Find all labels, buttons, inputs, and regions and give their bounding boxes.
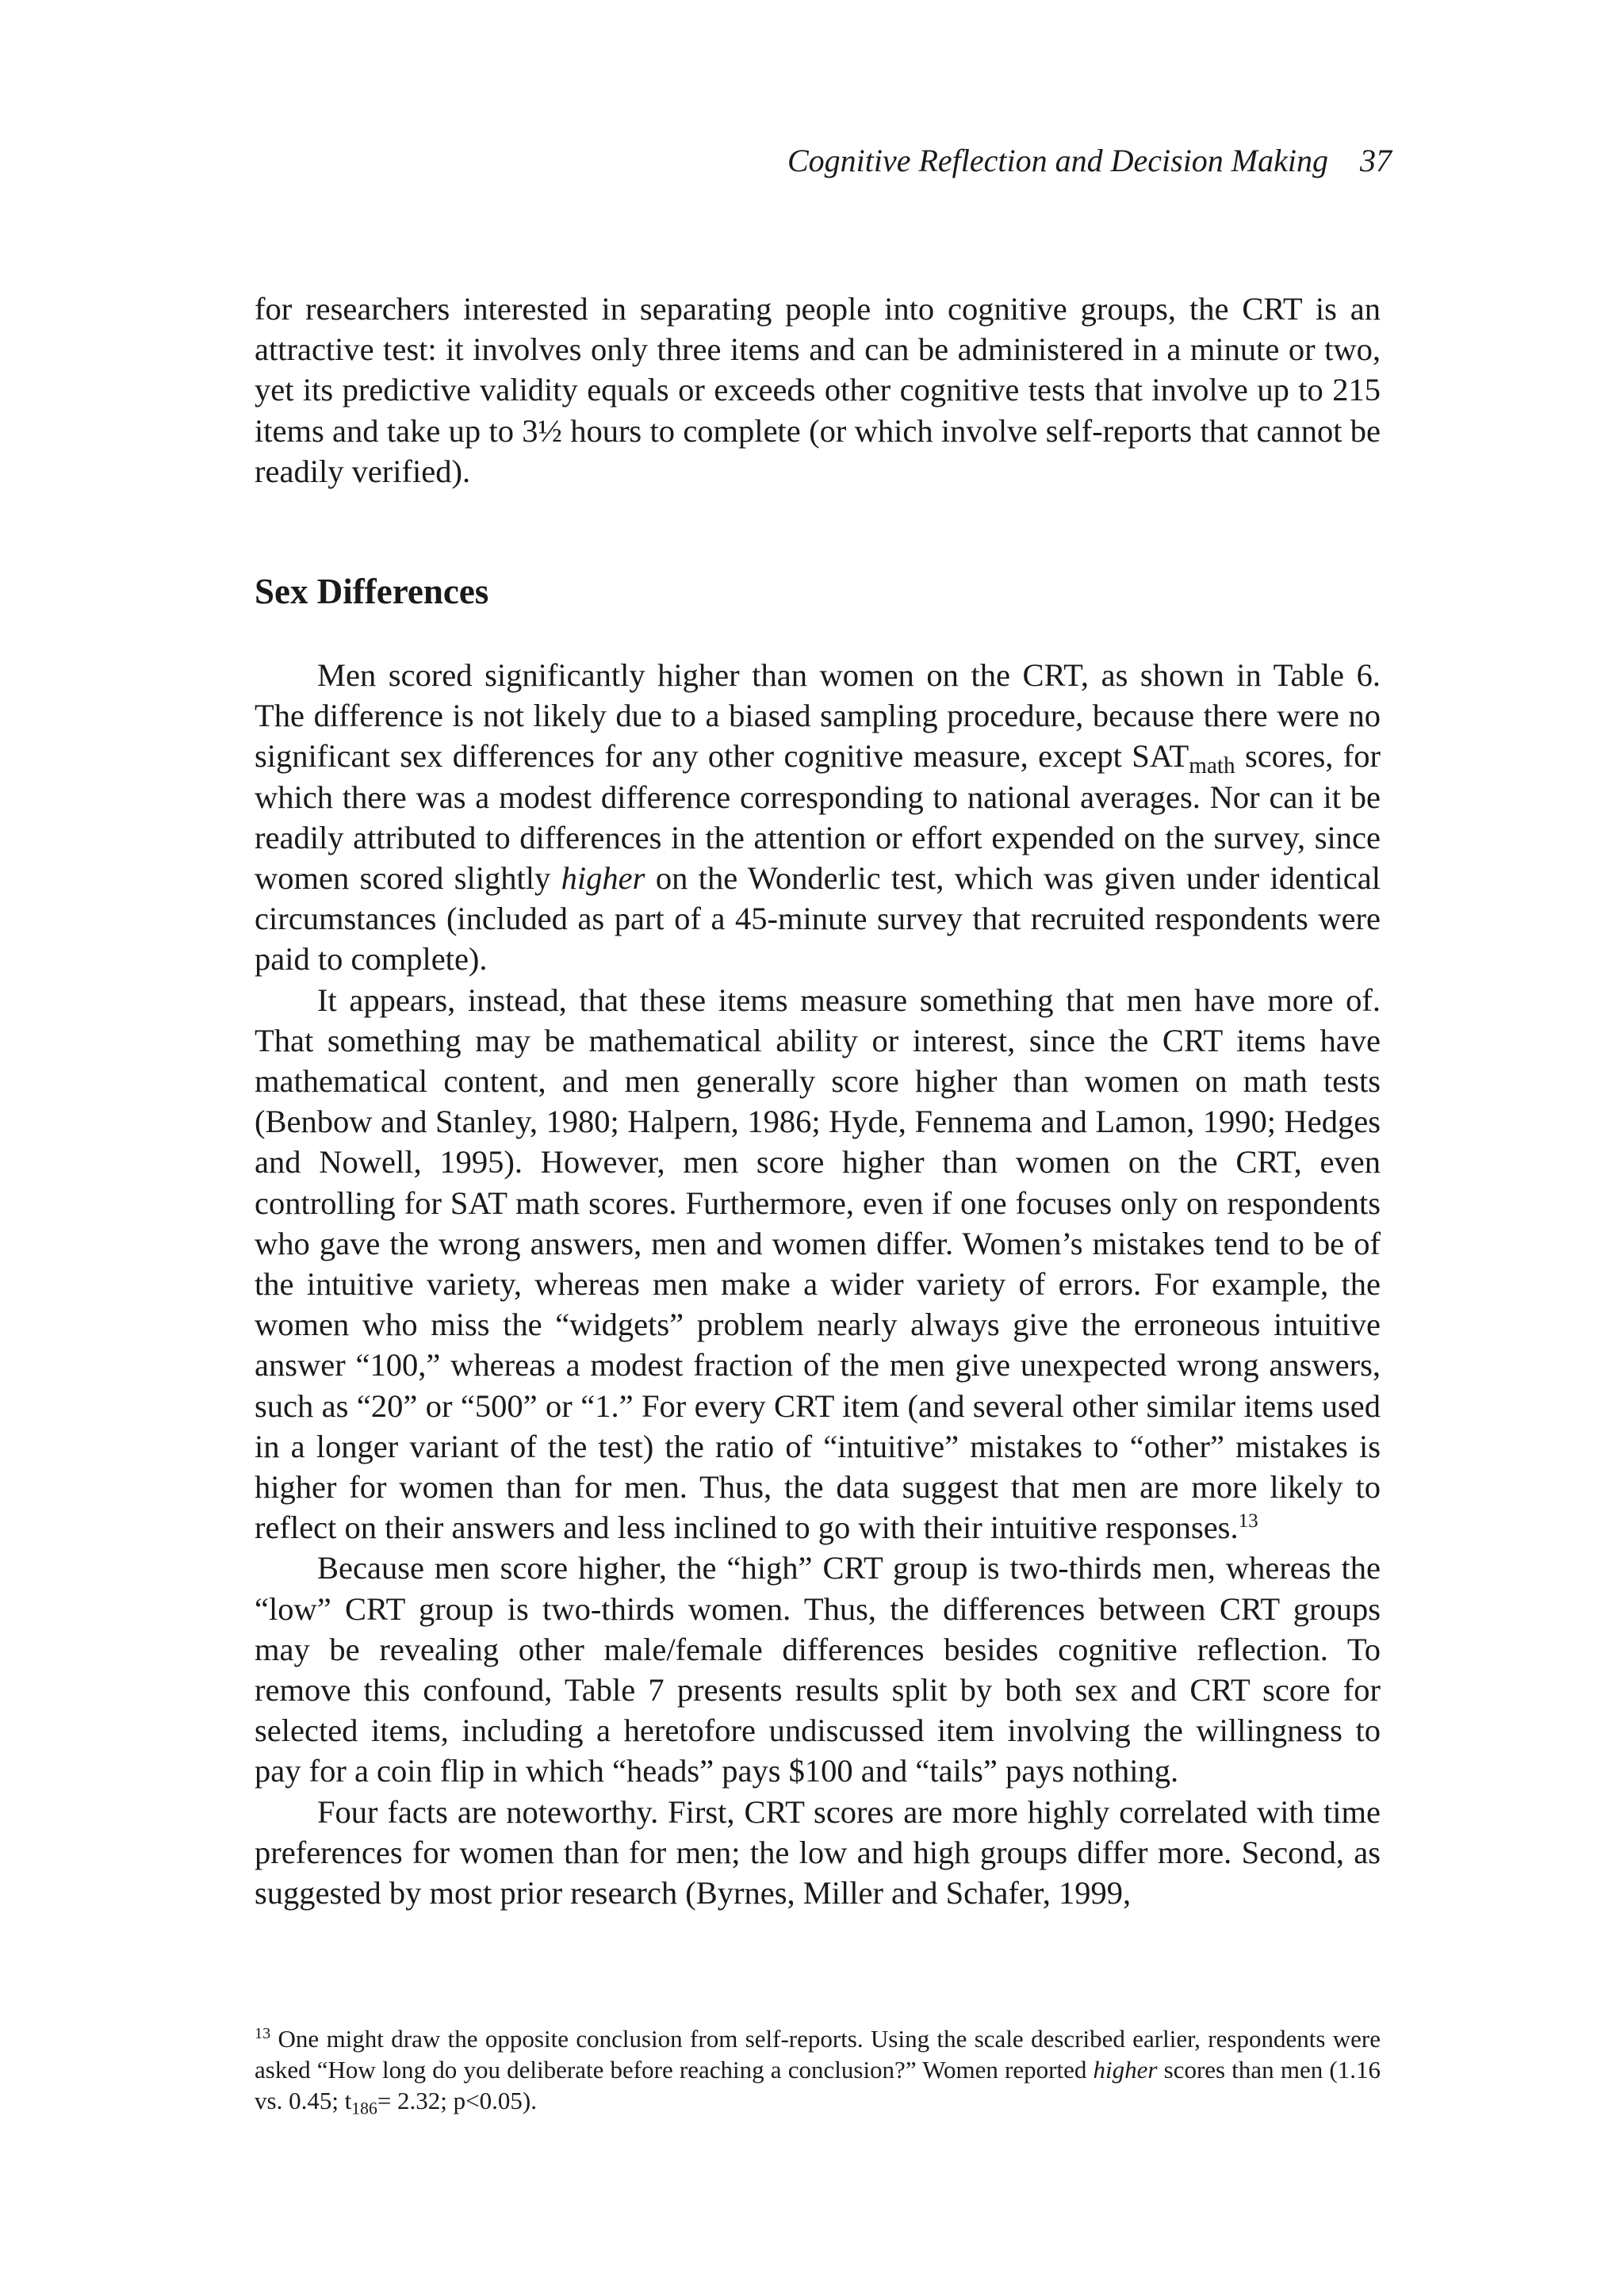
paragraph-2 bbox=[255, 980, 1381, 1548]
footnote-number: 13 bbox=[255, 2024, 271, 2042]
intro-block bbox=[255, 289, 1381, 492]
paragraph-1 bbox=[255, 655, 1381, 980]
intro-paragraph: for researchers interested in separating people into cognitive groups, the CRT is an attractive test: it involves only three items and can be administered in a minute or two, yet its predictive validity equals or exceeds other cognitive tests that involve up to 215 items and take up to 3½ hours to complete (or which involve self-reports that cannot be readily verified). bbox=[255, 291, 1381, 489]
paragraph-3: Because men score higher, the “high” CRT group is two-thirds men, whereas the “low” CRT group is two-thirds women. Thus, the differences between CRT groups may be revealing other male/female differences besides cognitive reflection. To remove this confound, Table 7 presents results split by both sex and CRT score for selected items, including a heretofore undiscussed item involving the willingness to pay for a coin flip in which “heads” pays $100 and “tails” pays nothing. bbox=[255, 1550, 1381, 1789]
footnote-emphasis-higher: higher bbox=[1093, 2056, 1158, 2084]
running-head bbox=[787, 141, 1392, 181]
running-title: Cognitive Reflection and Decision Making bbox=[787, 143, 1328, 178]
page-number: 37 bbox=[1360, 143, 1392, 178]
footnote-block bbox=[255, 2023, 1381, 2116]
emphasis-higher: higher bbox=[561, 860, 645, 897]
paragraph-1-text-b: scores, for which there was a modest difference corresponding to national averages. Nor can it be readily attributed to differences in the attention or effort expended on the survey, since women scored slightly bbox=[255, 738, 1381, 897]
paragraph-1-text-a: Men scored significantly higher than women on the CRT, as shown in Table 6. The difference is not likely due to a biased sampling procedure, because there were no significant sex differences for any other cognitive measure, except SAT bbox=[255, 657, 1381, 775]
t-subscript: 186 bbox=[351, 2099, 377, 2118]
footnote-13 bbox=[255, 2023, 1381, 2116]
paragraph-4: Four facts are noteworthy. First, CRT scores are more highly correlated with time preferences for women than for men; the low and high groups differ more. Second, as suggested by most prior research (Byrnes, Miller and Schafer, 1999, bbox=[255, 1793, 1381, 1911]
footnote-ref-13[interactable]: 13 bbox=[1238, 1510, 1258, 1533]
section-heading: Sex Differences bbox=[255, 572, 489, 611]
footnote-text-c: = 2.32; p<0.05). bbox=[377, 2087, 537, 2114]
sat-math-subscript: math bbox=[1189, 753, 1235, 779]
footnote-text-a: One might draw the opposite conclusion from self-reports. Using the scale described earlier, respondents were asked “How long do you deliberate before reaching a conclusion?” Women reported bbox=[255, 2025, 1381, 2084]
section-body bbox=[255, 655, 1381, 1913]
paragraph-1-text-c: on the Wonderlic test, which was given under identical circumstances (included as part of a 45-minute survey that recruited respondents were paid to complete). bbox=[255, 860, 1381, 978]
paragraph-2-text: It appears, instead, that these items measure something that men have more of. That something may be mathematical ability or interest, since the CRT items have mathematical content, and men generally score higher than women on math tests (Benbow and Stanley, 1980; Halpern, 1986; Hyde, Fennema and Lamon, 1990; Hedges and Nowell, 1995). However, men score higher than women on the CRT, even controlling for SAT math scores. Furthermore, even if one focuses only on respondents who gave the wrong answers, men and women differ. Women’s mistakes tend to be of the intuitive variety, whereas men make a wider variety of errors. For example, the women who miss the “widgets” problem nearly always give the erroneous intuitive answer “100,” whereas a modest fraction of the men give unexpected wrong answers, such as “20” or “500” or “1.” For every CRT item (and several other similar items used in a longer variant of the test) the ratio of “intuitive” mistakes to “other” mistakes is higher for women than for men. Thus, the data suggest that men are more likely to reflect on their answers and less inclined to go with their intuitive responses. bbox=[255, 982, 1381, 1546]
footnote-text-b: scores than men (1.16 vs. 0.45; t bbox=[255, 2056, 1381, 2114]
